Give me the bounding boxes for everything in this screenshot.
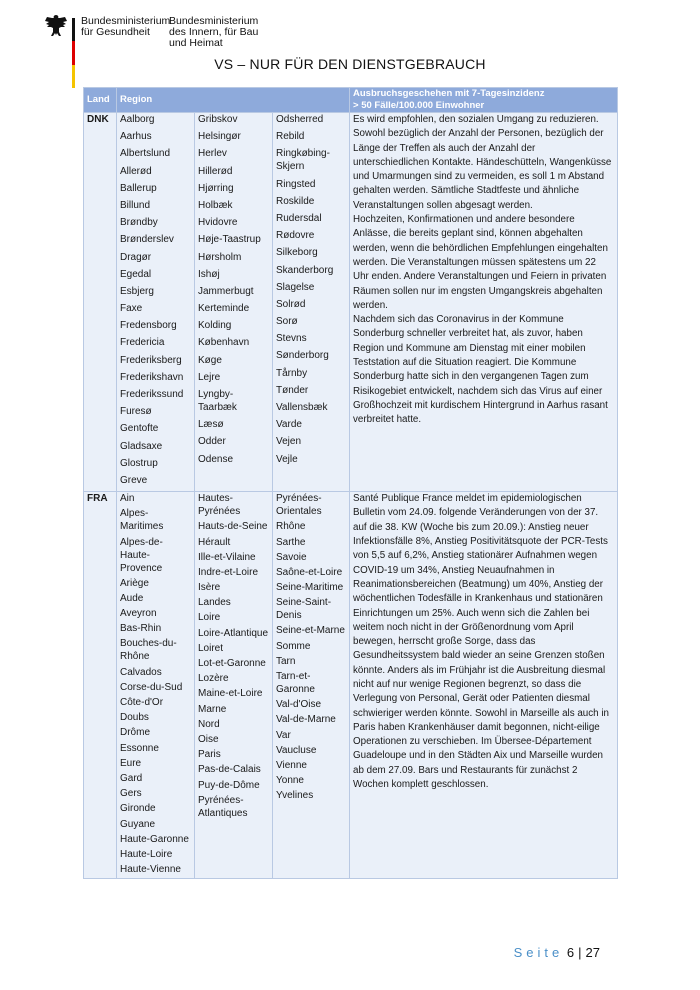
region-item: Furesø	[120, 406, 152, 418]
footer-page-total: 27	[585, 945, 600, 960]
region-item: Aalborg	[120, 114, 155, 125]
region-item: Gribskov	[198, 114, 238, 125]
region-item: Bouches-du-Rhône	[120, 638, 177, 663]
table-row	[84, 492, 618, 879]
region-item: Oise	[198, 733, 219, 745]
region-item: Silkeborg	[276, 247, 318, 259]
region-item: Yvelines	[276, 790, 314, 802]
region-item: Holbæk	[198, 199, 233, 211]
region-item: Frederikshavn	[120, 371, 184, 383]
region-item: Yonne	[276, 775, 304, 787]
region-item: Odense	[198, 453, 234, 465]
region-item: Hørsholm	[198, 251, 242, 263]
region-item: Nord	[198, 718, 220, 730]
region-item: Ain	[120, 493, 135, 505]
table-row	[84, 113, 618, 492]
region-item: Vaucluse	[276, 744, 317, 756]
region-item: Dragør	[120, 251, 152, 263]
outbreak-description: Es wird empfohlen, den sozialen Umgang zu reduzieren. Sowohl bezüglich der Anzahl der Personen, bezüglich der Länge der Treffen als auch der Anzahl der unterschiedlichen Kontakte. Händeschütteln, Wangenküsse und Umarmungen sind zu vermeiden, es soll 1 m Abstand gehalten werden. Sämtliche Stadtfeste und ähnliche Veranstaltungen sollen abgesagt werden. Hochzeiten, Konfirmationen und andere besondere Anlässe, die bereits geplant sind, können abgehalten werden, wenn die behördlichen Empfehlungen eingehalten werden. Die Veranstaltungen müssen spätestens um 22 Uhr enden. Andere Veranstaltungen und Feiern in privaten Räumen sollen nur im engsten Umgangskreis abgehalten werden. Nachdem sich das Coronavirus in der Kommune Sonderburg schneller verbreitet hat, als zuvor, haben Region und Kommune am Dienstag mit einer mobilen Teststation auf die Situation reagiert. Die Kommune Sonderburg hatte sich in den vergangenen Tagen zum Risikogebiet entwickelt, nachdem sich das Virus auf einer Großhochzeit mit kurdischem Hintergrund in Aarhus rasant verbreitet hatte.	[350, 113, 618, 492]
region-item: Bas-Rhin	[120, 623, 162, 635]
german-flag-stripe	[72, 18, 75, 88]
region-item: Tønder	[276, 384, 309, 396]
region-item: Solrød	[276, 298, 306, 310]
region-item: Fredericia	[120, 337, 165, 349]
region-item: Sarthe	[276, 536, 306, 548]
region-item: Vejle	[276, 453, 298, 465]
region-item: Drôme	[120, 727, 151, 739]
region-item: Egedal	[120, 268, 152, 280]
region-item: Frederiksberg	[120, 354, 182, 366]
region-item: Høje-Taastrup	[198, 234, 261, 246]
region-item: Hillerød	[198, 165, 233, 177]
region-item: Puy-de-Dôme	[198, 779, 260, 791]
region-item: Varde	[276, 419, 302, 431]
country-code: DNK	[84, 113, 117, 492]
region-item: Jammerbugt	[198, 285, 254, 297]
region-item: Loiret	[198, 642, 224, 654]
region-item: Loire	[198, 612, 221, 624]
region-item: Loire-Atlantique	[198, 627, 269, 639]
region-item: Vejen	[276, 436, 302, 448]
region-item: Allerød	[120, 165, 152, 177]
region-item: Landes	[198, 597, 231, 609]
footer-page-number: 6	[566, 945, 575, 960]
region-item: Roskilde	[276, 195, 315, 207]
region-item: Lejre	[198, 371, 221, 383]
region-item: Ille-et-Vilaine	[198, 551, 256, 563]
region-item: Billund	[120, 199, 151, 211]
region-item: Rhône	[276, 521, 306, 533]
region-item: Hautes-Pyrénées	[198, 493, 241, 518]
region-item: Vienne	[276, 759, 307, 771]
region-item: Odsherred	[276, 114, 324, 125]
region-item: Marne	[198, 703, 227, 715]
region-item: Var	[276, 729, 291, 741]
country-code: FRA	[84, 492, 117, 879]
region-item: Corse-du-Sud	[120, 681, 183, 693]
region-item: Val-de-Marne	[276, 714, 336, 726]
region-item: Brøndby	[120, 217, 158, 229]
region-item: Rebild	[276, 131, 305, 143]
region-item: Maine-et-Loire	[198, 688, 263, 700]
region-column	[195, 113, 273, 492]
region-item: Paris	[198, 749, 221, 761]
region-item: Hauts-de-Seine	[198, 521, 268, 533]
federal-eagle-icon	[44, 14, 68, 40]
region-item: Rudersdal	[276, 212, 322, 224]
region-item: Seine-Saint-Denis	[276, 597, 332, 622]
region-item: Vallensbæk	[276, 402, 328, 413]
region-item: Rødovre	[276, 230, 315, 242]
page-footer	[514, 945, 600, 960]
ministry-interior: Bundesministerium des Innern, für Bau und Heimat	[169, 15, 259, 49]
region-item: Helsingør	[198, 131, 241, 143]
region-item: Pyrénées-Orientales	[276, 493, 322, 518]
region-item: Seine-et-Marne	[276, 625, 345, 637]
region-item: Ariège	[120, 577, 149, 589]
region-item: Gard	[120, 772, 143, 784]
region-item: Albertslund	[120, 148, 171, 160]
region-item: Val-d'Oise	[276, 699, 322, 711]
table-header-row	[84, 88, 618, 113]
header-land: Land	[84, 88, 117, 113]
region-item: Esbjerg	[120, 285, 154, 297]
region-item: Lyngby-Taarbæk	[198, 389, 237, 413]
region-item: Alpes-de-Haute-Provence	[120, 536, 163, 574]
ministry-health: Bundesministerium für Gesundheit	[81, 15, 171, 38]
region-item: Doubs	[120, 712, 149, 724]
region-item: Somme	[276, 640, 311, 652]
region-item: Herlev	[198, 148, 227, 160]
region-item: Ballerup	[120, 182, 157, 194]
region-item: Aarhus	[120, 131, 152, 143]
region-item: Odder	[198, 436, 226, 448]
region-item: Tarn	[276, 655, 296, 667]
region-column	[117, 492, 195, 879]
region-item: Seine-Maritime	[276, 582, 344, 594]
region-item: Gladsaxe	[120, 440, 163, 452]
header-region: Region	[117, 88, 350, 113]
region-item: Faxe	[120, 303, 143, 315]
region-item: Kerteminde	[198, 303, 250, 315]
region-item: Haute-Vienne	[120, 864, 181, 876]
region-column	[117, 113, 195, 492]
region-item: Brønderslev	[120, 234, 174, 246]
region-item: Ringsted	[276, 178, 316, 190]
region-column	[273, 113, 350, 492]
region-item: Sønderborg	[276, 350, 329, 362]
region-column	[195, 492, 273, 879]
region-item: Lozère	[198, 673, 229, 685]
region-item: Hvidovre	[198, 217, 238, 229]
region-item: Essonne	[120, 742, 159, 754]
region-item: Côte-d'Or	[120, 697, 164, 708]
region-item: Skanderborg	[276, 264, 334, 276]
region-item: Alpes-Maritimes	[120, 508, 164, 533]
region-item: Guyane	[120, 818, 156, 830]
region-item: Haute-Loire	[120, 848, 173, 860]
region-item: København	[198, 337, 250, 349]
region-column	[273, 492, 350, 879]
region-item: Køge	[198, 354, 222, 366]
region-item: Indre-et-Loire	[198, 566, 259, 578]
region-item: Ringkøbing-Skjern	[276, 148, 330, 173]
region-item: Eure	[120, 757, 142, 769]
region-item: Isère	[198, 582, 221, 594]
region-item: Hjørring	[198, 182, 234, 194]
region-item: Savoie	[276, 551, 307, 563]
region-item: Tårnby	[276, 367, 308, 379]
region-item: Gers	[120, 788, 142, 800]
classification-banner: VS – NUR FÜR DEN DIENSTGEBRAUCH	[214, 56, 486, 72]
region-item: Sorø	[276, 316, 298, 328]
region-item: Læsø	[198, 419, 224, 431]
header-outbreak: Ausbruchsgeschehen mit 7-Tagesinzidenz > 50 Fälle/100.000 Einwohner	[350, 88, 618, 113]
region-item: Haute-Garonne	[120, 833, 189, 845]
region-item: Aveyron	[120, 608, 157, 620]
region-item: Frederikssund	[120, 389, 184, 400]
region-item: Calvados	[120, 666, 162, 678]
region-item: Stevns	[276, 333, 307, 345]
region-item: Pyrénées-Atlantiques	[198, 794, 248, 819]
region-item: Glostrup	[120, 457, 158, 469]
region-item: Slagelse	[276, 281, 315, 293]
region-item: Tarn-et-Garonne	[276, 671, 315, 695]
region-item: Kolding	[198, 320, 232, 332]
footer-seite-label: Seite	[513, 945, 564, 960]
footer-separator: |	[578, 945, 582, 960]
region-item: Gironde	[120, 803, 156, 815]
region-item: Fredensborg	[120, 320, 177, 332]
risk-area-table	[83, 87, 618, 879]
region-item: Hérault	[198, 536, 231, 548]
region-item: Greve	[120, 474, 148, 486]
outbreak-description: Santé Publique France meldet im epidemiologischen Bulletin vom 24.09. folgende Veränderungen von der 37. auf die 38. KW (Woche bis zum 20.09.): Anstieg neuer Infektionsfälle 8%, Anstieg Positivitätsquote der PCR-Tests von 5,5 auf 6,2%, Anstieg stationärer Aufnahmen wegen COVID-19 um 34%, Anstieg Neuaufnahmen in Reanimationsbereichen (Beatmung) um 40%, Anstieg der wöchentlichen Todesfälle in Krankenhaus und stationären Einrichtungen um 25%. Auch wenn sich die Zahlen bei weitem noch nicht in der Größenordnung vom April bewegen, herrscht große Sorge, dass das Gesundheitssystem bald wieder an seine Grenzen stoßen könnte. Anders als im Frühjahr ist die Ausbreitung diesmal nicht auf nur wenige Regionen begrenzt, so dass die Verlegung von Personal, Gerät oder Patienten diesmal schwieriger werden könnte. Sowohl in Marseille als auch in Paris haben Krankenhäuser damit begonnen, nicht-eilige Operationen zu verschieben. Im Übersee-Département Guadeloupe und in den Städten Aix und Marseille wurden ab dem 27.09. Bars und Restaurants für zunächst 2 Wochen komplett geschlossen.	[350, 492, 618, 879]
region-item: Saône-et-Loire	[276, 566, 343, 578]
region-item: Lot-et-Garonne	[198, 658, 266, 669]
region-item: Gentofte	[120, 423, 159, 435]
region-item: Aude	[120, 592, 144, 604]
region-item: Ishøj	[198, 268, 220, 280]
region-item: Pas-de-Calais	[198, 764, 261, 776]
